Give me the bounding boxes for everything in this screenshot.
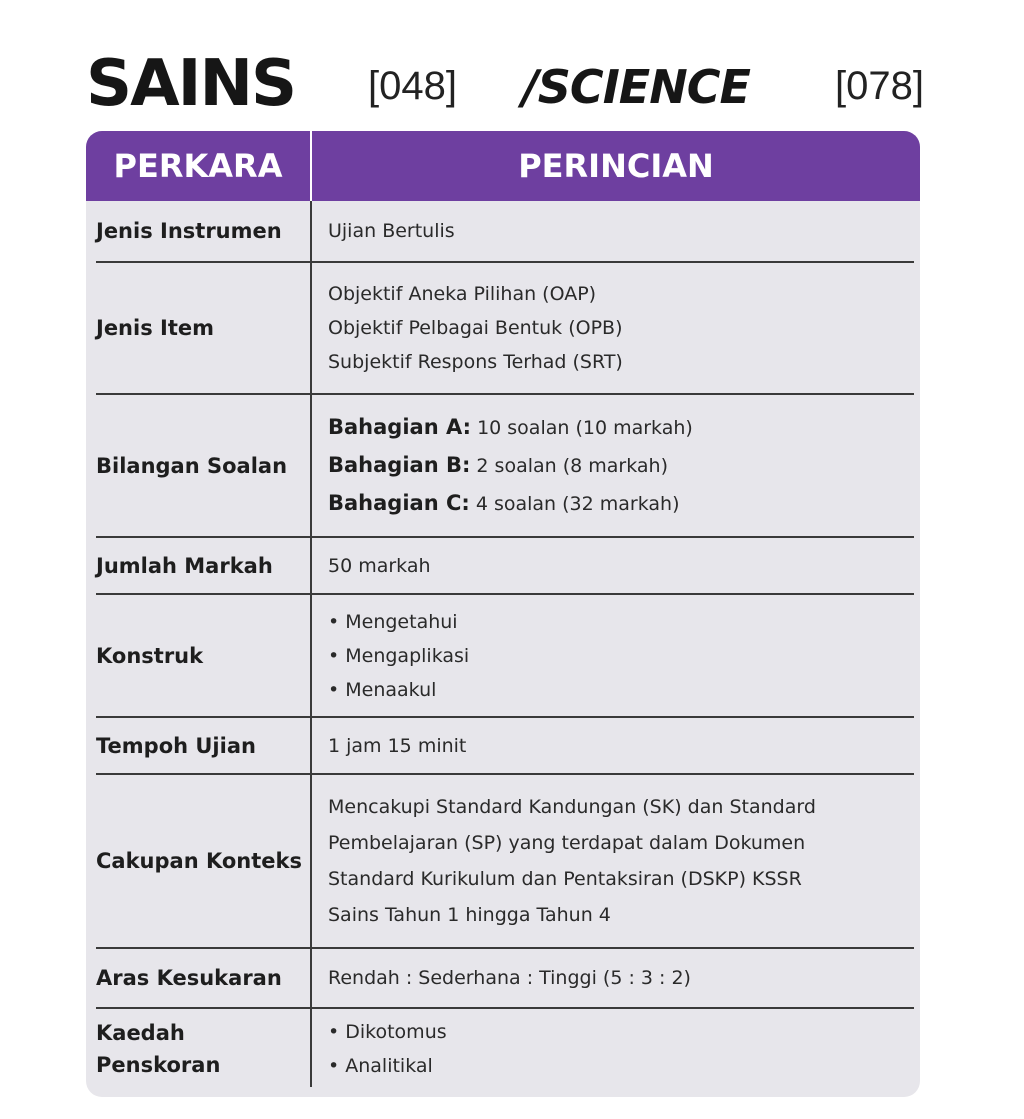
- value-line: Pembelajaran (SP) yang terdapat dalam Dokumen: [328, 832, 806, 854]
- value-line: Ujian Bertulis: [328, 220, 455, 242]
- value-line: 1 jam 15 minit: [328, 734, 467, 757]
- row-label: Jenis Item: [96, 316, 214, 340]
- title-subject-en: /SCIENCE: [522, 60, 750, 114]
- row-value: [328, 595, 918, 716]
- title-code-1: [048]: [368, 64, 457, 108]
- spec-table: [86, 131, 920, 1097]
- table-row: [86, 395, 920, 536]
- table-row: [86, 718, 920, 773]
- table-row: [86, 595, 920, 716]
- header-perincian: PERINCIAN: [518, 147, 714, 185]
- section-label: Bahagian A:: [328, 414, 472, 439]
- value-line: [328, 409, 918, 447]
- row-label: Cakupan Konteks: [96, 849, 302, 873]
- row-label: Jumlah Markah: [96, 553, 273, 578]
- row-label: Tempoh Ujian: [96, 733, 256, 758]
- value-line: 50 markah: [328, 554, 431, 577]
- title-code-2: [078]: [835, 64, 924, 108]
- table-row: [86, 1009, 920, 1089]
- row-value: [328, 718, 918, 773]
- value-line: Standard Kurikulum dan Pentaksiran (DSKP) KSSR: [328, 868, 802, 890]
- row-label: Jenis Instrumen: [96, 219, 282, 243]
- value-line: • Analitikal: [328, 1055, 433, 1077]
- value-line: Objektif Pelbagai Bentuk (OPB): [328, 317, 623, 339]
- table-header: [86, 131, 920, 201]
- row-label: Aras Kesukaran: [96, 966, 282, 990]
- value-line: Rendah : Sederhana : Tinggi (5 : 3 : 2): [328, 967, 691, 989]
- value-line: Mencakupi Standard Kandungan (SK) dan Standard: [328, 796, 816, 818]
- row-value: [328, 201, 918, 261]
- row-label: Konstruk: [96, 643, 204, 668]
- row-label: Kaedah Penskoran: [96, 1021, 221, 1077]
- row-value: [328, 1009, 918, 1089]
- section-detail: 2 soalan (8 markah): [476, 454, 668, 477]
- value-line: • Dikotomus: [328, 1021, 447, 1043]
- header-perkara: PERKARA: [113, 147, 283, 185]
- section-detail: 4 soalan (32 markah): [475, 492, 680, 515]
- value-line: • Menaakul: [328, 678, 437, 701]
- value-line: • Mengaplikasi: [328, 644, 470, 667]
- value-line: • Mengetahui: [328, 610, 458, 633]
- row-value: [328, 395, 918, 536]
- row-value: [328, 949, 918, 1007]
- title-subject: SAINS: [86, 47, 296, 121]
- section-detail: 10 soalan (10 markah): [477, 416, 693, 439]
- page-title: [86, 44, 924, 124]
- row-value: [328, 538, 918, 593]
- value-line: [328, 447, 918, 485]
- row-value: [328, 775, 918, 947]
- table-row: [86, 263, 920, 393]
- section-label: Bahagian C:: [328, 490, 470, 515]
- table-row: [86, 949, 920, 1007]
- value-line: Objektif Aneka Pilihan (OAP): [328, 283, 597, 305]
- section-label: Bahagian B:: [328, 452, 471, 477]
- value-line: [328, 485, 918, 523]
- row-label: Bilangan Soalan: [96, 453, 288, 478]
- value-line: Sains Tahun 1 hingga Tahun 4: [328, 904, 611, 926]
- table-row: [86, 775, 920, 947]
- row-value: [328, 263, 918, 393]
- table-row: [86, 538, 920, 593]
- table-row: [86, 201, 920, 261]
- value-line: Subjektif Respons Terhad (SRT): [328, 351, 623, 373]
